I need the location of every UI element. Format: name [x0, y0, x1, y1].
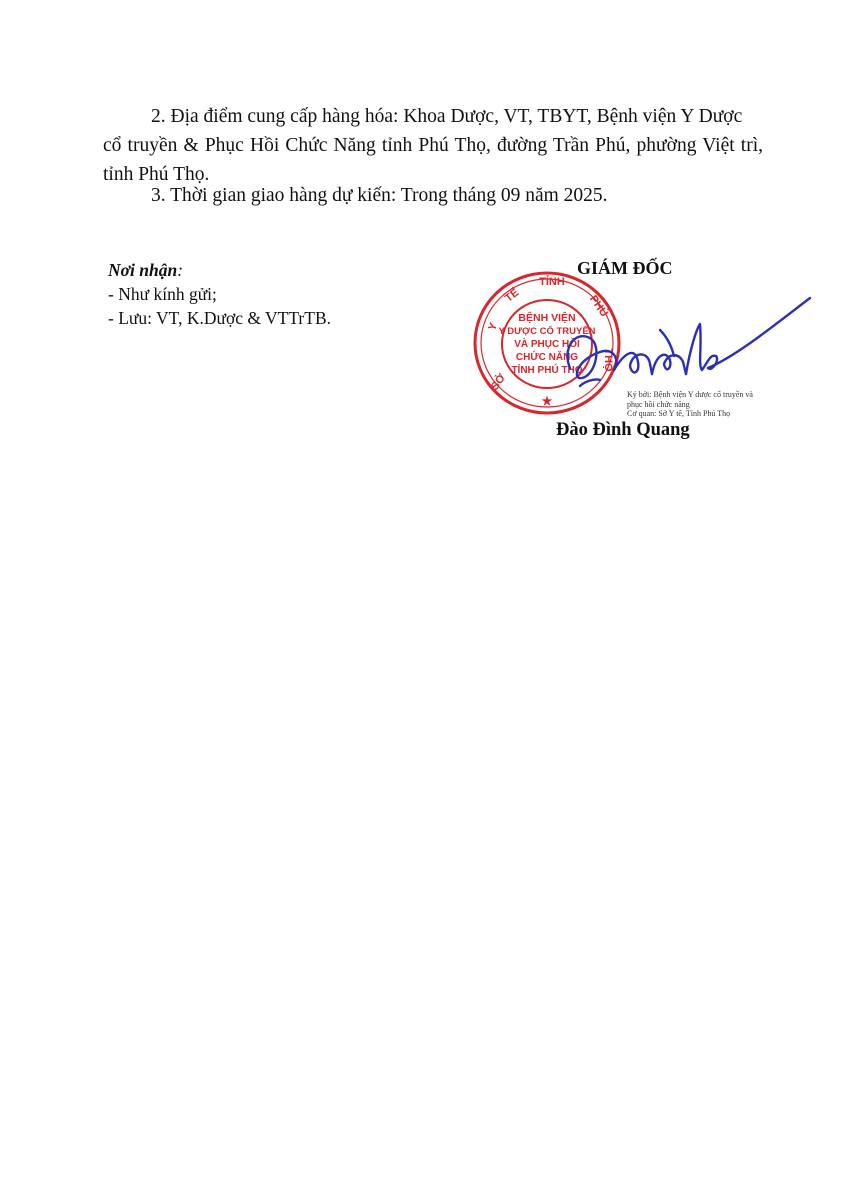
signer-position-title: GIÁM ĐỐC — [577, 258, 673, 278]
delivery-location-line1: 2. Địa điểm cung cấp hàng hóa: Khoa Dược, VT, TBYT, Bệnh viện Y Dược — [151, 106, 743, 127]
recipients-block — [108, 258, 331, 330]
recipient-item: - Lưu: VT, K.Dược & VTTrTB. — [108, 308, 331, 328]
svg-text:SỞ: SỞ — [488, 371, 509, 393]
handwritten-signature — [540, 290, 815, 400]
svg-text:BỆNH VIỆN: BỆNH VIỆN — [518, 312, 576, 324]
svg-text:Y: Y — [486, 321, 501, 333]
recipient-item: - Như kính gửi; — [108, 284, 217, 304]
svg-text:VÀ PHỤC HỒI: VÀ PHỤC HỒI — [514, 339, 580, 350]
delivery-location-paragraph — [103, 102, 763, 189]
svg-text:TỈNH PHÚ THỌ: TỈNH PHÚ THỌ — [511, 365, 583, 376]
digital-signature-line: Cơ quan: Sở Y tế, Tỉnh Phú Thọ — [627, 409, 731, 418]
svg-text:THỌ: THỌ — [602, 348, 614, 372]
svg-text:Y DƯỢC CỔ TRUYỀN: Y DƯỢC CỔ TRUYỀN — [498, 326, 596, 337]
recipients-title: Nơi nhận — [108, 260, 178, 280]
signer-name: Đào Đình Quang — [556, 420, 690, 440]
recipients-heading — [108, 258, 331, 282]
svg-text:PHÚ: PHÚ — [586, 293, 611, 320]
svg-text:TẾ: TẾ — [502, 286, 522, 305]
svg-text:TỈNH: TỈNH — [539, 276, 565, 288]
svg-text:CHỨC NĂNG: CHỨC NĂNG — [515, 352, 579, 363]
digital-signature-line: phục hồi chức năng — [627, 399, 690, 409]
svg-text:★: ★ — [541, 394, 553, 408]
recipients-colon: : — [177, 260, 184, 280]
digital-signature-line: Ký bởi: Bệnh viện Y dược cổ truyền và — [627, 390, 753, 399]
delivery-time-paragraph: 3. Thời gian giao hàng dự kiến: Trong tháng 09 năm 2025. — [151, 185, 608, 206]
delivery-location-continuation: cổ truyền & Phục Hồi Chức Năng tỉnh Phú Thọ, đường Trần Phú, phường Việt trì, tỉnh Phú Thọ. — [103, 135, 763, 185]
digital-signature-info — [627, 390, 753, 419]
